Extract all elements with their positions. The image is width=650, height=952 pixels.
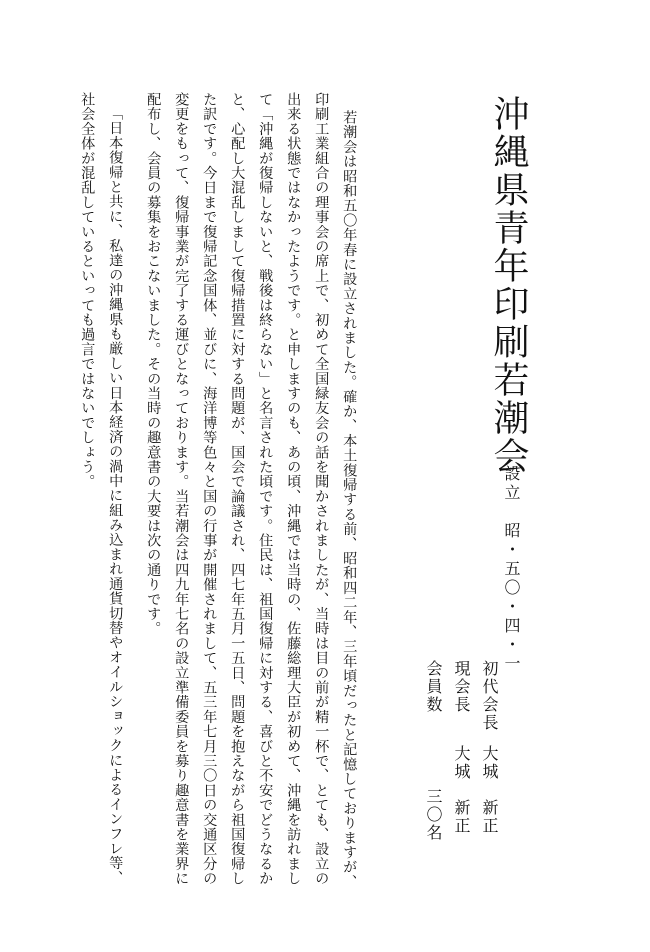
body-line: た訳です。今日まで復帰記念国体、並びに、海洋博等色々と国の行事が開催されまして、五三年七月三〇日の交通区分の bbox=[201, 92, 218, 886]
body-line: 出来る状態ではなかったようです。と申しますのも、あの頃、沖縄では当時の、佐藤総理大臣が初めて、沖縄を訪れまし bbox=[285, 92, 302, 886]
info-label-first-president: 初代会長 bbox=[480, 660, 499, 732]
body-line: 若潮会は昭和五〇年春に設立されました。確か、本土復帰する前、昭和四二年、三年頃だったと記憶しておりますが、 bbox=[341, 110, 358, 890]
info-value-member-count: 三〇名 bbox=[424, 788, 443, 842]
body-line: 「日本復帰と共に、私達の沖縄県も厳しい日本経済の渦中に組み込まれ通貨切替やオイルショックによるインフレ等、 bbox=[107, 106, 124, 886]
body-line: と、心配し大混乱しまして復帰措置に対する問題が、国会で論議され、四七年五月一五日、問題を抱えながら祖国復帰し bbox=[229, 92, 246, 886]
info-label-current-president: 現会長 bbox=[452, 660, 471, 714]
body-line: 変更をもって、復帰事業が完了する運びとなっております。当若潮会は四九年七名の設立準備委員を募り趣意書を業界に bbox=[173, 92, 190, 886]
info-value-first-president: 大城 新正 bbox=[480, 745, 499, 835]
info-value-current-president: 大城 新正 bbox=[452, 745, 471, 835]
page-title: 沖縄県青年印刷若潮会 bbox=[488, 95, 529, 475]
established-date: 設立 昭・五〇・四・一 bbox=[502, 465, 521, 674]
body-line: 社会全体が混乱しているといっても過言ではないでしょう。 bbox=[79, 92, 96, 489]
body-line: て「沖縄が復帰しないと、戦後は終らない」と名言された頃です。住民は、祖国復帰に対する、喜びと不安でどうなるか bbox=[257, 92, 274, 886]
body-line: 配布し、会員の募集をおこないました。その当時の趣意書の大要は次の通りです。 bbox=[145, 92, 162, 636]
body-line: 印刷工業組合の理事会の席上で、初めて全国緑友会の話を聞かされましたが、当時は目の前が精一杯で、とても、設立の bbox=[313, 92, 330, 886]
info-label-member-count: 会員数 bbox=[424, 660, 443, 714]
